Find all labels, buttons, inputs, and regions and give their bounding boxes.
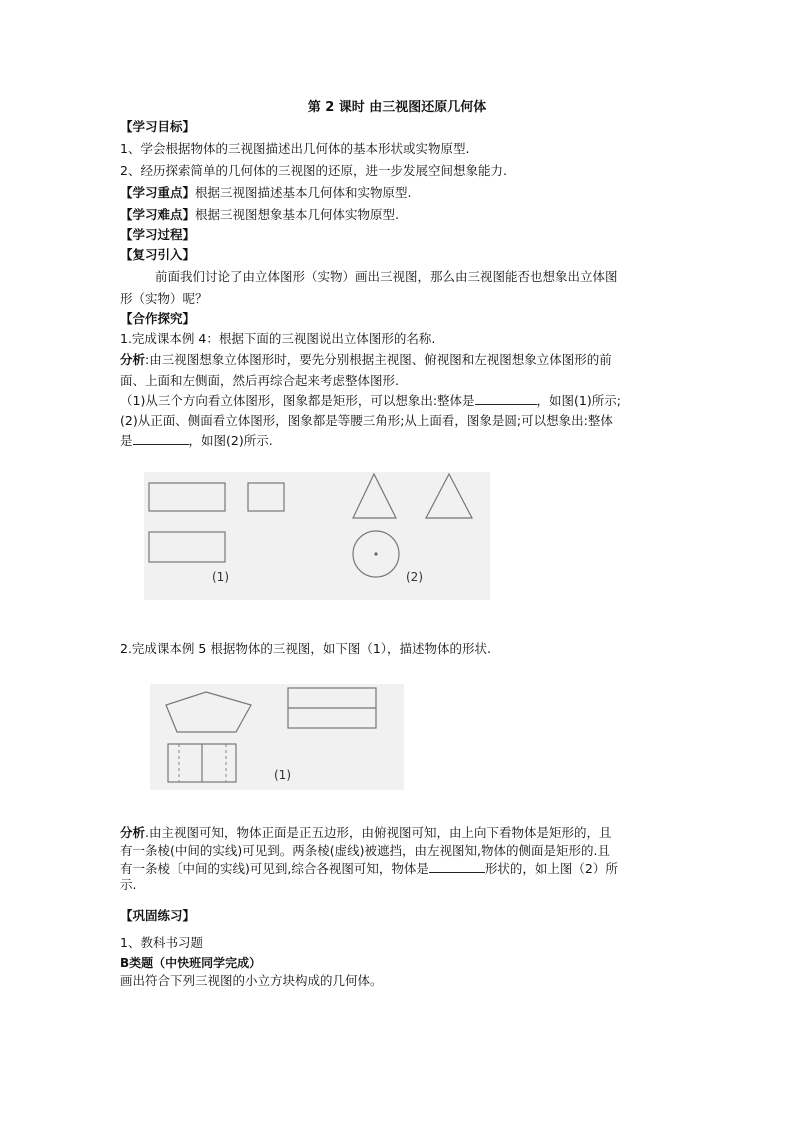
analysis-label: 分析 bbox=[120, 352, 146, 367]
figure-3-label: (1) bbox=[274, 768, 291, 782]
rectangle-front-view bbox=[149, 483, 225, 511]
review-line-1: 前面我们讨论了由立体图形（实物）画出三视图，那么由三视图能否也想象出立体图 bbox=[155, 269, 618, 284]
b-category-header: B类题（中快班同学完成） bbox=[120, 956, 262, 970]
analysis-1-row bbox=[120, 351, 612, 368]
triangle-front-view bbox=[353, 474, 396, 518]
focus-label: 【学习重点】 bbox=[120, 185, 196, 200]
step-2-end-text: 是 bbox=[120, 433, 133, 448]
analysis-2-row bbox=[120, 824, 612, 841]
figure-1 bbox=[144, 472, 490, 600]
triangle-side-view bbox=[426, 474, 472, 518]
figure-1-drawing bbox=[144, 472, 490, 600]
analysis-2-label: 分析 bbox=[120, 825, 146, 840]
rectangle-side-view bbox=[248, 483, 284, 511]
focus-row bbox=[120, 184, 412, 201]
question-1: 1.完成课本例 4：根据下面的三视图说出立体图形的名称. bbox=[120, 331, 436, 346]
explore-header: 【合作探究】 bbox=[120, 311, 196, 326]
figure-3 bbox=[150, 684, 404, 790]
goal-2: 2、经历探索简单的几何体的三视图的还原，进一步发展空间想象能力. bbox=[120, 163, 507, 178]
circle-center-dot bbox=[374, 552, 377, 555]
analysis-2-line-3-text: 有一条棱〔中间的实线)可见到,综合各视图可知，物体是 bbox=[120, 861, 429, 876]
process-header: 【学习过程】 bbox=[120, 227, 196, 242]
analysis-2-line-3-tail: 形状的，如上图（2）所 bbox=[484, 861, 618, 876]
analysis-2-line-4: 示. bbox=[120, 877, 137, 892]
b-category-text: 画出符合下列三视图的小立方块构成的几何体。 bbox=[120, 973, 383, 988]
review-header: 【复习引入】 bbox=[120, 247, 196, 262]
answer-blank-3 bbox=[429, 860, 485, 873]
step-1 bbox=[120, 392, 621, 409]
figure-1-label: (1) bbox=[212, 570, 229, 584]
difficulty-text: 根据三视图想象基本几何体实物原型. bbox=[195, 207, 399, 222]
analysis-1-line-2: 面、上面和左侧面，然后再综合起来考虑整体图形. bbox=[120, 373, 399, 388]
figure-2-label: (2) bbox=[406, 570, 423, 584]
question-2: 2.完成课本例 5 根据物体的三视图，如下图（1），描述物体的形状. bbox=[120, 641, 492, 656]
answer-blank-2 bbox=[133, 432, 189, 445]
difficulty-label: 【学习难点】 bbox=[120, 207, 196, 222]
step-1-tail: ，如图(1)所示; bbox=[536, 393, 621, 408]
practice-header: 【巩固练习】 bbox=[120, 908, 196, 923]
analysis-2-line-3 bbox=[120, 860, 618, 877]
review-line-2: 形（实物）呢？ bbox=[120, 291, 208, 306]
goals-header: 【学习目标】 bbox=[120, 119, 196, 134]
step-2: (2)从正面、侧面看立体图形，图象都是等腰三角形;从上面看，图象是圆;可以想象出:整体 bbox=[120, 413, 613, 428]
goal-1: 1、学会根据物体的三视图描述出几何体的基本形状或实物原型. bbox=[120, 141, 470, 156]
step-1-text: （1)从三个方向看立体图形，图象都是矩形，可以想象出:整体是 bbox=[120, 393, 475, 408]
answer-blank-1 bbox=[475, 392, 537, 405]
lesson-title: 第 2 课时 由三视图还原几何体 bbox=[307, 100, 487, 115]
difficulty-row bbox=[120, 206, 399, 223]
analysis-2-text: .由主视图可知，物体正面是正五边形，由俯视图可知，由上向下看物体是矩形的，且 bbox=[145, 825, 612, 840]
pentagon-front-view bbox=[166, 692, 251, 732]
practice-item-1: 1、教科书习题 bbox=[120, 935, 203, 950]
focus-text: 根据三视图描述基本几何体和实物原型. bbox=[195, 185, 412, 200]
step-2-end-tail: ，如图(2)所示. bbox=[188, 433, 273, 448]
step-2-end bbox=[120, 432, 273, 449]
analysis-1-text: :由三视图想象立体图形时，要先分别根据主视图、俯视图和左视图想象立体图形的前 bbox=[145, 352, 612, 367]
analysis-2-line-2: 有一条棱(中间的实线)可见到。两条棱(虚线)被遮挡，由左视图知,物体的侧面是矩形的.且 bbox=[120, 843, 610, 858]
rectangle-top-view bbox=[149, 532, 225, 562]
